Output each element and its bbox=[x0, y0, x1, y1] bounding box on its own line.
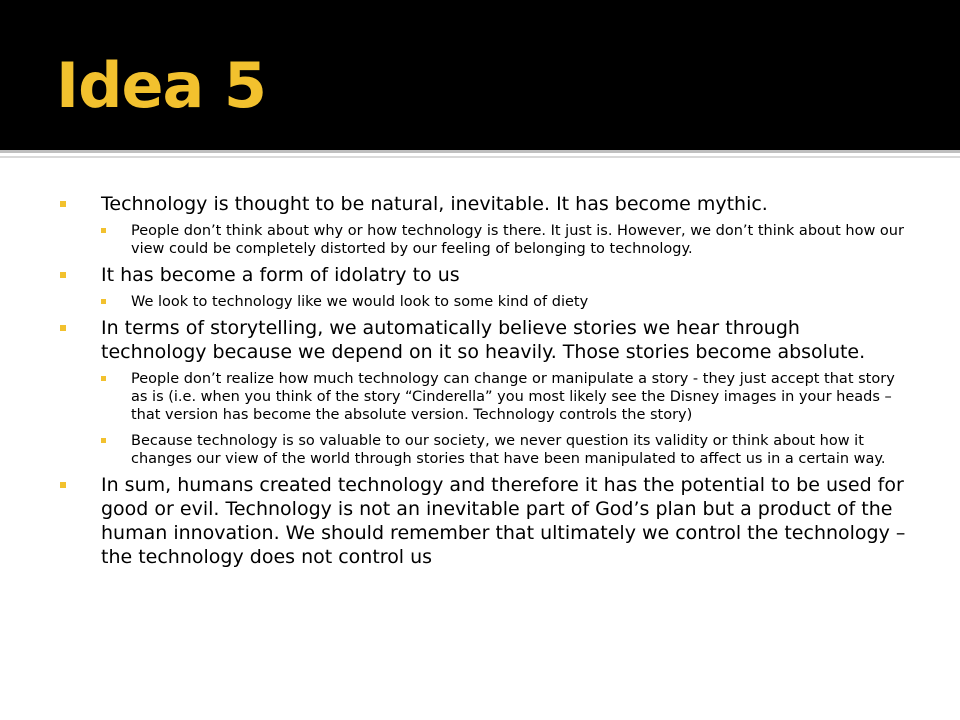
header-divider bbox=[0, 150, 960, 153]
slide-title: Idea 5 bbox=[56, 49, 267, 122]
sub-bullet-item bbox=[60, 432, 910, 468]
bullet-text: It has become a form of idolatry to us bbox=[101, 264, 460, 286]
bullet-item bbox=[60, 473, 910, 569]
bullet-item bbox=[60, 263, 910, 287]
bullet-text: Technology is thought to be natural, inevitable. It has become mythic. bbox=[101, 193, 768, 215]
sub-bullet-item bbox=[60, 222, 910, 258]
square-bullet-icon bbox=[60, 272, 66, 278]
square-bullet-icon bbox=[101, 299, 106, 304]
sub-bullet-text: People don’t think about why or how technology is there. It just is. However, we don’t think about how our view could be completely distorted by our feeling of belonging to technology. bbox=[131, 223, 904, 257]
square-bullet-icon bbox=[60, 201, 66, 207]
square-bullet-icon bbox=[60, 325, 66, 331]
slide-body bbox=[60, 192, 910, 569]
bullet-text: In sum, humans created technology and therefore it has the potential to be used for good or evil. Technology is not an inevitable part of God’s plan but a product of the human innovation. We should remember that ultimately we control the technology – the technology does not control us bbox=[101, 474, 906, 568]
bullet-item bbox=[60, 316, 910, 364]
bullet-item bbox=[60, 192, 910, 216]
bullet-text: In terms of storytelling, we automatically believe stories we hear through technology because we depend on it so heavily. Those stories become absolute. bbox=[101, 317, 866, 363]
header-divider-secondary bbox=[0, 156, 960, 158]
sub-bullet-text: People don’t realize how much technology can change or manipulate a story - they just accept that story as is (i.e. when you think of the story “Cinderella” you most likely see the Disney images in your heads – that version has become the absolute version. Technology controls the story) bbox=[131, 371, 895, 423]
slide-header bbox=[0, 0, 960, 150]
sub-bullet-item bbox=[60, 293, 910, 311]
sub-bullet-text: Because technology is so valuable to our society, we never question its validity or think about how it changes our view of the world through stories that have been manipulated to affect us in a certain way. bbox=[131, 433, 886, 467]
sub-bullet-text: We look to technology like we would look to some kind of diety bbox=[131, 294, 589, 310]
square-bullet-icon bbox=[101, 376, 106, 381]
sub-bullet-item bbox=[60, 370, 910, 424]
square-bullet-icon bbox=[101, 438, 106, 443]
square-bullet-icon bbox=[101, 228, 106, 233]
square-bullet-icon bbox=[60, 482, 66, 488]
